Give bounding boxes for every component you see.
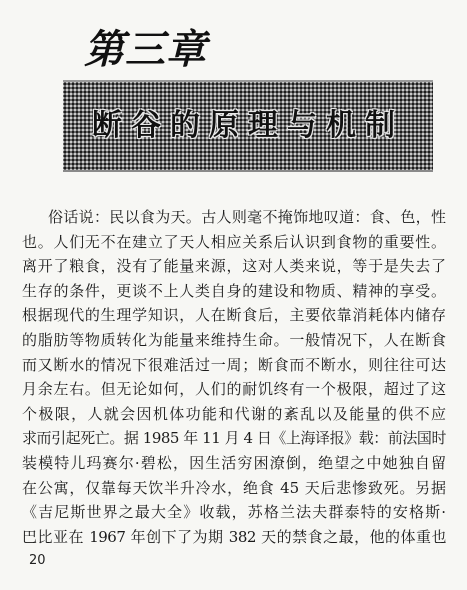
chapter-title: 第三章 — [84, 26, 207, 73]
body-line: 装模特儿玛赛尔·碧松，因生活穷困潦倒，绝望之中她独自留 — [22, 453, 446, 472]
body-line: 个极限，人就会因机体功能和代谢的紊乱以及能量的供不应 — [22, 404, 446, 423]
body-line: 《吉尼斯世界之最大全》收载，苏格兰法夫群泰特的安格斯· — [22, 503, 446, 522]
body-line: 生存的条件，更谈不上人类自身的建设和物质、精神的享受。 — [22, 281, 446, 300]
body-line: 也。人们无不在建立了天人相应关系后认识到食物的重要性。 — [22, 232, 446, 251]
page-number: 20 — [29, 553, 46, 568]
body-text — [22, 205, 446, 549]
body-line: 俗话说：民以食为天。古人则毫不掩饰地叹道：食、色，性 — [48, 208, 446, 226]
body-line: 而又断水的情况下很难活过一周；断食而不断水，则往往可达 — [22, 355, 446, 374]
body-line: 离开了粮食，没有了能量来源，这对人类来说，等于是失去了 — [22, 257, 446, 276]
body-line: 根据现代的生理学知识，人在断食后，主要依靠消耗体内储存 — [22, 306, 446, 325]
body-line: 求而引起死亡。据 1985 年 11 月 4 日《上海译报》载：前法国时 — [22, 429, 446, 448]
body-line: 月余左右。但无论如何，人们的耐饥终有一个极限，超过了这 — [22, 380, 446, 399]
body-line: 巴比亚在 1967 年创下了为期 382 天的禁食之最，他的体重也 — [22, 527, 446, 546]
body-line: 在公寓，仅靠每天饮半升冷水，绝食 45 天后悲惨致死。另据 — [22, 478, 446, 497]
chapter-banner — [63, 80, 433, 172]
chapter-subtitle: 断谷的原理与机制 — [92, 108, 404, 143]
body-line: 的脂肪等物质转化为能量来维持生命。一般情况下，人在断食 — [22, 330, 446, 349]
